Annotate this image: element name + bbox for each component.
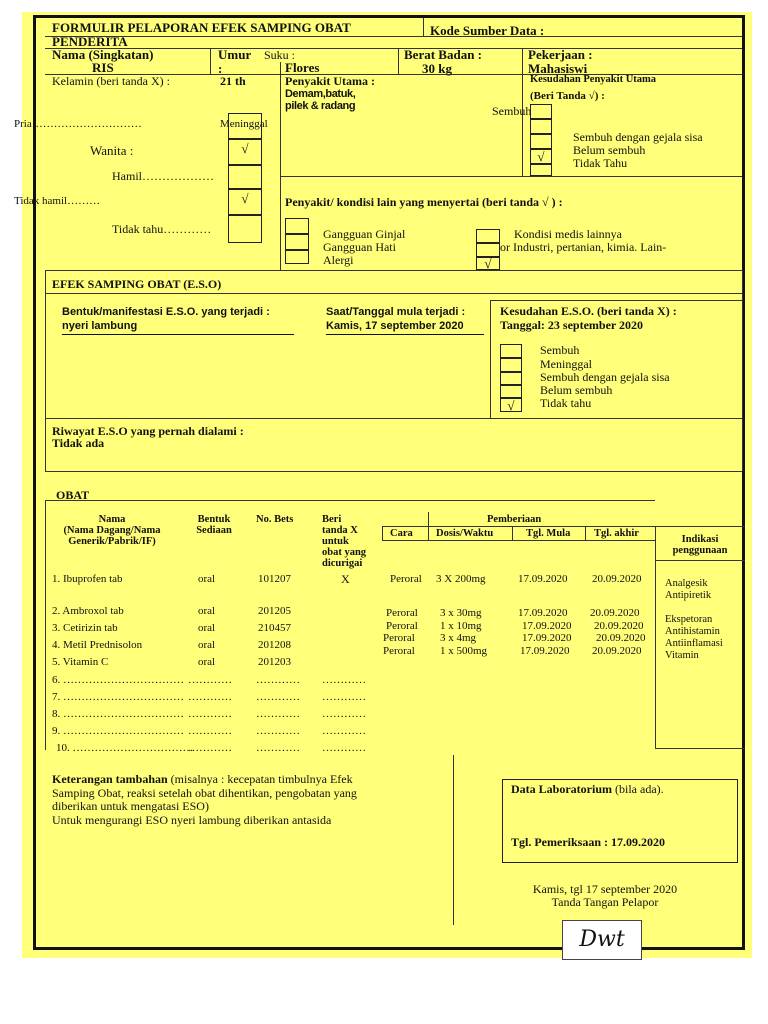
condition-option: Alergi (323, 253, 354, 267)
indication-value: Antipiretik (665, 590, 712, 601)
drug-batch: 201203 (258, 656, 291, 668)
main-disease-value: pilek & radang (285, 100, 356, 112)
signature-box (562, 920, 642, 960)
checkbox-hamil[interactable] (228, 165, 262, 189)
checkbox-recovery-tidak-tahu[interactable] (530, 164, 552, 176)
indication-value: Antihistamin (665, 626, 720, 637)
main-disease-label: Penyakit Utama : (285, 74, 375, 88)
sex-option-tidak-tahu: Tidak tahu………… (112, 222, 212, 236)
eso-onset-label: Saat/Tanggal mula terjadi : (326, 306, 466, 318)
drug-end: 20.09.2020 (592, 645, 642, 657)
blank-dots: ………… (256, 725, 300, 737)
underline (62, 334, 294, 335)
eso-outcome-option: Sembuh dengan gejala sisa (540, 370, 670, 384)
checkbox-eso-belum[interactable] (500, 385, 522, 398)
eso-onset-value: Kamis, 17 september 2020 (326, 320, 464, 332)
weight-value: 30 kg (422, 61, 452, 76)
divider (45, 471, 742, 472)
eso-outcome-label: Kesudahan E.S.O. (beri tanda X) : (500, 304, 677, 318)
checkbox-recovery-sembuh[interactable] (530, 104, 552, 119)
divider (382, 526, 383, 540)
divider (280, 176, 742, 177)
condition-option: Kondisi medis lainnya (514, 227, 622, 241)
age-value: 21 th (220, 74, 246, 88)
checkbox-recovery-sisa[interactable] (530, 134, 552, 149)
drug-name: 2. Ambroxol tab (52, 605, 124, 617)
drug-dose: 1 x 10mg (440, 620, 482, 632)
condition-option: Gangguan Hati (323, 240, 396, 254)
drug-name: 4. Metil Prednisolon (52, 639, 143, 651)
age-label: Umur (218, 47, 252, 62)
job-value: Mahasiswi (528, 61, 588, 76)
col-indication-header: Indikasi penggunaan (672, 534, 728, 556)
indication-value: Vitamin (665, 650, 699, 661)
sex-option-wanita: Wanita : (90, 143, 134, 158)
divider (210, 48, 211, 74)
checkbox-industri[interactable] (476, 243, 500, 257)
check-mark: √ (484, 256, 492, 271)
divider (45, 270, 46, 471)
divider (45, 500, 655, 501)
blank-dots: ………… (256, 742, 300, 754)
condition-option: Gangguan Ginjal (323, 227, 406, 241)
other-conditions-label: Penyakit/ kondisi lain yang menyertai (beri tanda √ ) : (285, 195, 563, 209)
drug-start: 17.09.2020 (522, 632, 572, 644)
col-admin-header: Pemberiaan (487, 514, 542, 525)
eso-outcome-date: Tanggal: 23 september 2020 (500, 318, 644, 332)
indication-value: Ekspetoran (665, 614, 713, 625)
drug-route: Peroral (386, 607, 418, 619)
eso-outcome-option: Sembuh (540, 343, 580, 357)
blank-dots: ………… (256, 708, 300, 720)
sex-option-pria: Pria………………………… (14, 118, 142, 130)
drug-form: oral (198, 639, 216, 651)
drug-name: 5. Vitamin C (52, 656, 109, 668)
divider (428, 512, 429, 540)
notes-value: Untuk mengurangi ESO nyeri lambung diberikan antasida (52, 813, 332, 827)
name-value: RIS (92, 60, 114, 75)
sex-label: Kelamin (beri tanda X) : (52, 74, 170, 88)
divider (382, 540, 655, 541)
blank-dots: ………… (188, 708, 232, 720)
underline (326, 334, 484, 335)
job-label: Pekerjaan : (528, 47, 593, 62)
checkbox-eso-meninggal[interactable] (500, 358, 522, 372)
drug-form: oral (198, 605, 216, 617)
signature-label: Tanda Tangan Pelapor (551, 895, 659, 909)
checkbox-hati[interactable] (285, 234, 309, 250)
eso-history-value: Tidak ada (52, 436, 105, 450)
indication-value: Analgesik (665, 578, 708, 589)
drug-batch: 201205 (258, 605, 291, 617)
name-label: Nama (Singkatan) (52, 47, 154, 62)
divider (45, 36, 742, 37)
divider (655, 748, 745, 749)
divider (45, 418, 742, 419)
blank-dots: ………… (188, 742, 232, 754)
divider (490, 300, 742, 301)
drug-end: 20.09.2020 (594, 620, 644, 632)
blank-row-label: 10. …………………………… (56, 742, 194, 754)
drug-start: 17.09.2020 (520, 645, 570, 657)
notes-line: diberikan untuk mengatasi ESO) (52, 799, 209, 813)
blank-row-label: 7. …………………………… (52, 691, 184, 703)
drug-form: oral (198, 622, 216, 634)
sex-option-tidak-hamil: Tidak hamil……… (14, 195, 101, 207)
eso-outcome-option: Belum sembuh (540, 383, 613, 397)
drug-end: 20.09.2020 (596, 632, 646, 644)
eso-outcome-option: Meninggal (540, 357, 592, 371)
divider (585, 526, 586, 540)
divider (655, 560, 745, 561)
divider (655, 526, 745, 527)
notes-label: Keterangan tambahan (52, 772, 168, 786)
blank-dots: ………… (322, 742, 366, 754)
check-mark: √ (507, 398, 515, 413)
drug-form: oral (198, 573, 216, 585)
main-disease-value: Demam,batuk, (285, 88, 356, 100)
drug-form: oral (198, 656, 216, 668)
condition-option: or Industri, pertanian, kimia. Lain- (500, 240, 667, 254)
checkbox-eso-sisa[interactable] (500, 372, 522, 385)
eso-section-label: EFEK SAMPING OBAT (E.S.O) (52, 277, 222, 291)
drug-dose: 3 X 200mg (436, 573, 486, 585)
signature-mark: Dwt (579, 927, 625, 952)
notes-line: Samping Obat, reaksi setelah obat dihentikan, pengobatan yang (52, 786, 357, 800)
divider (45, 293, 742, 294)
blank-row-label: 8. …………………………… (52, 708, 184, 720)
drug-batch: 101207 (258, 573, 291, 585)
blank-dots: ………… (322, 725, 366, 737)
checkbox-eso-tidak-tahu[interactable] (500, 398, 522, 412)
lab-title: Data Laboratorium (bila ada). (511, 782, 664, 796)
drugs-section-label: OBAT (56, 488, 90, 502)
divider (453, 755, 454, 925)
blank-dots: ………… (322, 674, 366, 686)
col-form-header: Bentuk Sediaan (196, 514, 232, 536)
tribe-label: Suku : (264, 48, 296, 62)
eso-manifest-label: Bentuk/manifestasi E.S.O. yang terjadi : (62, 306, 270, 318)
check-mark: √ (241, 191, 249, 206)
blank-row-label: 9. …………………………… (52, 725, 184, 737)
blank-dots: ………… (322, 691, 366, 703)
drug-batch: 201208 (258, 639, 291, 651)
divider (742, 270, 743, 471)
checkbox-ginjal[interactable] (285, 218, 309, 234)
recovery-label: Kesudahan Penyakit Utama (530, 74, 657, 85)
col-dose-header: Dosis/Waktu (436, 528, 494, 539)
col-start-header: Tgl. Mula (526, 528, 571, 539)
checkbox-alergi[interactable] (285, 250, 309, 264)
drug-batch: 210457 (258, 622, 291, 634)
blank-dots: ………… (256, 691, 300, 703)
eso-manifest-value: nyeri lambung (62, 320, 138, 332)
drug-name: 3. Cetirizin tab (52, 622, 118, 634)
col-route-header: Cara (390, 528, 413, 539)
divider (490, 300, 491, 418)
drug-start: 17.09.2020 (522, 620, 572, 632)
eso-history-label: Riwayat E.S.O yang pernah dialami : (52, 424, 244, 438)
drug-route: Peroral (383, 645, 415, 657)
signature-place-date: Kamis, tgl 17 september 2020 (532, 882, 678, 896)
drug-dose: 1 x 500mg (440, 645, 488, 657)
weight-label: Berat Badan : (404, 47, 482, 62)
lab-label: Data Laboratorium (511, 782, 612, 796)
drug-end: 20.09.2020 (592, 573, 642, 585)
divider (382, 526, 655, 527)
checkbox-kondisi-lain[interactable] (476, 229, 500, 243)
blank-dots: ………… (188, 691, 232, 703)
indication-value: Antiinflamasi (665, 638, 723, 649)
checkbox-eso-sembuh[interactable] (500, 344, 522, 358)
recovery-hint: (Beri Tanda √) : (530, 90, 605, 102)
meninggal-partial: Meninggal (220, 118, 268, 130)
recovery-option: Tidak Tahu (573, 156, 628, 170)
blank-dots: ………… (322, 708, 366, 720)
divider (280, 74, 281, 270)
checkbox-recovery-belum[interactable] (530, 149, 552, 164)
recovery-option: Sembuh dengan gejala sisa (573, 130, 703, 144)
check-mark: √ (537, 149, 545, 164)
drug-end: 20.09.2020 (590, 607, 640, 619)
drug-start: 17.09.2020 (518, 573, 568, 585)
divider (398, 48, 399, 74)
recovery-option: Belum sembuh (573, 143, 646, 157)
lab-date: Tgl. Pemeriksaan : 17.09.2020 (511, 835, 665, 849)
drug-route: Peroral (390, 573, 422, 585)
col-name-header: Nama (Nama Dagang/Nama Generik/Pabrik/IF) (63, 514, 161, 547)
divider (512, 526, 513, 540)
col-batch-header: No. Bets (256, 514, 294, 525)
col-end-header: Tgl. akhir (594, 528, 639, 539)
blank-row-label: 6. …………………………… (52, 674, 184, 686)
drug-start: 17.09.2020 (518, 607, 568, 619)
drug-dose: 3 x 4mg (440, 632, 477, 644)
divider (45, 500, 46, 750)
checkbox-tidak-hamil[interactable] (228, 189, 262, 215)
drug-name: 1. Ibuprofen tab (52, 573, 123, 585)
drug-route: Peroral (383, 632, 415, 644)
divider (280, 62, 281, 74)
checkbox-recovery-meninggal[interactable] (530, 119, 552, 134)
drug-route: Peroral (386, 620, 418, 632)
check-mark: √ (241, 141, 249, 156)
checkbox-pria[interactable] (228, 113, 262, 139)
checkbox-lain[interactable] (476, 257, 500, 270)
form-title: FORMULIR PELAPORAN EFEK SAMPING OBAT (52, 20, 351, 35)
eso-outcome-option: Tidak tahu (540, 396, 592, 410)
drug-dose: 3 x 30mg (440, 607, 482, 619)
age-colon: : (218, 61, 223, 76)
divider (45, 270, 742, 271)
notes-line: Keterangan tambahan (misalnya : kecepatan timbulnya Efek (52, 772, 353, 786)
blank-dots: ………… (188, 674, 232, 686)
col-suspect-header: Beri tanda X untuk obat yang dicurigai (322, 514, 367, 569)
divider (423, 18, 424, 36)
drug-suspect-mark: X (341, 572, 350, 586)
recovery-option: Sembuh (492, 104, 532, 118)
source-code-label: Kode Sumber Data : (430, 23, 545, 38)
sex-option-hamil: Hamil……………… (112, 169, 214, 183)
checkbox-wanita[interactable] (228, 139, 262, 165)
tribe-value: Flores (285, 60, 320, 75)
checkbox-tidak-tahu[interactable] (228, 215, 262, 243)
blank-dots: ………… (188, 725, 232, 737)
blank-dots: ………… (256, 674, 300, 686)
patient-section-label: PENDERITA (52, 34, 128, 49)
